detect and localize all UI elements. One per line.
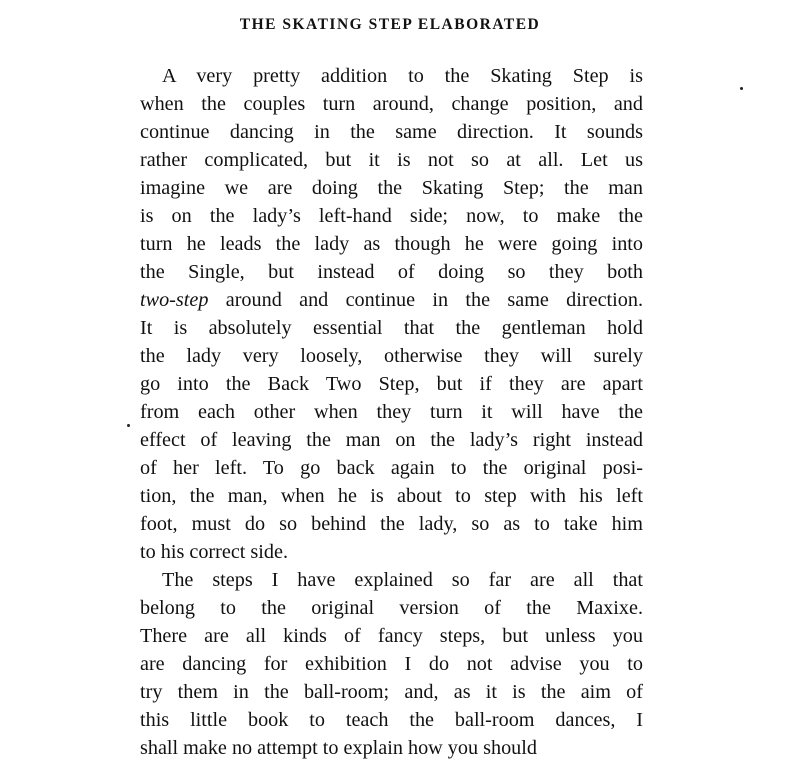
- text-line: is on the lady’s left-hand side; now, to make the: [140, 205, 643, 227]
- text-line: A very pretty addition to the Skating Step is: [162, 65, 643, 87]
- paragraph-1: [140, 62, 643, 566]
- text-line: the Single, but instead of doing so they both: [140, 261, 643, 283]
- text-line: try them in the ball-room; and, as it is the aim of: [140, 681, 643, 703]
- text-line: two-step around and continue in the same direction.: [140, 289, 643, 311]
- text-line: effect of leaving the man on the lady’s right instead: [140, 429, 643, 451]
- running-head: THE SKATING STEP ELABORATED: [239, 16, 541, 33]
- text-line: shall make no attempt to explain how you should: [140, 737, 537, 759]
- text-line: foot, must do so behind the lady, so as to take him: [140, 513, 643, 535]
- text-line: belong to the original version of the Maxixe.: [140, 597, 643, 619]
- text-line: to his correct side.: [140, 541, 288, 563]
- stray-mark: [127, 424, 130, 427]
- body-text: [140, 62, 643, 762]
- text-line: of her left. To go back again to the original posi-: [140, 457, 643, 479]
- text-line: imagine we are doing the Skating Step; the man: [140, 177, 643, 199]
- text-line: continue dancing in the same direction. It sounds: [140, 121, 643, 143]
- text-line: are dancing for exhibition I do not advise you to: [140, 653, 643, 675]
- text-line: the lady very loosely, otherwise they will surely: [140, 345, 643, 367]
- text-line: from each other when they turn it will have the: [140, 401, 643, 423]
- paragraph-2: [140, 566, 643, 762]
- text-line: There are all kinds of fancy steps, but unless you: [140, 625, 643, 647]
- text-line: tion, the man, when he is about to step with his left: [140, 485, 643, 507]
- text-line: when the couples turn around, change position, and: [140, 93, 643, 115]
- text-line: It is absolutely essential that the gentleman hold: [140, 317, 643, 339]
- text-line: The steps I have explained so far are all that: [162, 569, 643, 591]
- text-line: go into the Back Two Step, but if they are apart: [140, 373, 643, 395]
- italic-term: two-step: [140, 289, 209, 311]
- text-line: rather complicated, but it is not so at all. Let us: [140, 149, 643, 171]
- text-line: turn he leads the lady as though he were going into: [140, 233, 643, 255]
- text-line: this little book to teach the ball-room dances, I: [140, 709, 643, 731]
- stray-mark: [740, 87, 743, 90]
